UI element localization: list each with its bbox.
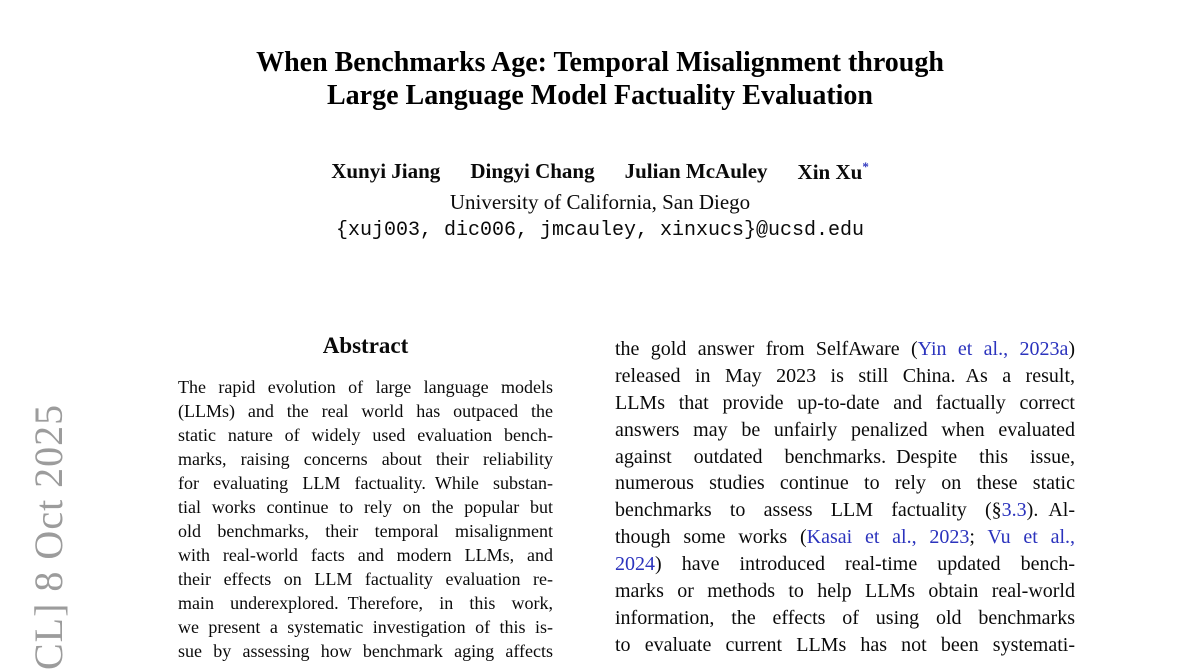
author-note-asterisk[interactable]: * (862, 159, 869, 174)
author-name: Xin Xu* (797, 159, 869, 184)
text-segment: The rapid evolution of large language models (178, 377, 553, 397)
text-line (178, 519, 553, 543)
text-segment: old benchmarks, their temporal misalignment (178, 521, 553, 541)
text-line (178, 447, 553, 471)
author-name: Dingyi Chang (470, 159, 595, 183)
text-segment: benchmarks to assess LLM factuality (§ (615, 499, 1002, 522)
text-line (615, 551, 1075, 578)
text-line (615, 363, 1075, 390)
text-line (178, 423, 553, 447)
text-line (615, 497, 1075, 524)
text-line (615, 390, 1075, 417)
text-line (178, 495, 553, 519)
text-segment: we present a systematic investigation of this is- (178, 617, 553, 637)
text-segment: ; (969, 526, 988, 549)
text-segment: ) have introduced real-time updated bench- (655, 553, 1075, 576)
text-line (178, 543, 553, 567)
text-segment: to evaluate current LLMs has not been systemati- (615, 633, 1075, 656)
text-segment: sue by assessing how benchmark aging affects (178, 641, 553, 661)
text-segment: static nature of widely used evaluation bench- (178, 425, 553, 445)
text-segment: information, the effects of using old benchmarks (615, 606, 1075, 629)
text-segment: answers may be unfairly penalized when evaluated (615, 418, 1075, 441)
text-line (178, 591, 553, 615)
text-segment: (LLMs) and the real world has outpaced the (178, 401, 553, 421)
text-line (178, 471, 553, 495)
text-segment: marks, raising concerns about their reliability (178, 449, 553, 469)
text-segment: the gold answer from SelfAware ( (615, 338, 918, 360)
abstract-text-column (178, 375, 553, 663)
arxiv-watermark: CL] 8 Oct 2025 (26, 403, 71, 670)
text-line (615, 605, 1075, 632)
text-segment: ) (1068, 338, 1075, 360)
text-segment: marks or methods to help LLMs obtain real-world (615, 580, 1075, 603)
text-segment: against outdated benchmarks. Despite this issue, (615, 445, 1075, 468)
citation-link[interactable]: Yin et al., 2023a (917, 338, 1069, 360)
authors-row (0, 159, 1200, 185)
text-line (178, 615, 553, 639)
email-line: {xuj003, dic006, jmcauley, xinxucs}@ucsd.edu (335, 219, 865, 242)
text-line (615, 336, 1075, 363)
text-segment: tial works continue to rely on the popular but (178, 497, 553, 517)
citation-link[interactable]: 2024 (615, 553, 655, 576)
text-line (178, 567, 553, 591)
text-line (615, 444, 1075, 471)
citation-link[interactable]: Vu et al., (987, 526, 1075, 549)
text-segment: main underexplored. Therefore, in this work, (178, 593, 553, 613)
text-segment: LLMs that provide up-to-date and factually correct (615, 391, 1075, 414)
paper-title-line-1: When Benchmarks Age: Temporal Misalignment through (256, 47, 944, 78)
text-line (178, 639, 553, 663)
abstract-heading: Abstract (322, 333, 409, 358)
author-name: Julian McAuley (624, 159, 768, 183)
citation-link[interactable]: Kasai et al., 2023 (806, 526, 970, 549)
text-line (615, 578, 1075, 605)
text-line (615, 470, 1075, 497)
author-name: Xunyi Jiang (331, 159, 441, 183)
text-line (178, 399, 553, 423)
text-line (178, 375, 553, 399)
citation-link[interactable]: 3.3 (1001, 499, 1027, 522)
text-segment: ). Al- (1026, 499, 1075, 522)
text-segment: for evaluating LLM factuality. While substan- (178, 473, 553, 493)
text-segment: though some works ( (615, 526, 807, 549)
text-segment: their effects on LLM factuality evaluation re- (178, 569, 553, 589)
body-text-column (615, 336, 1075, 659)
paper-title-line-2: Large Language Model Factuality Evaluation (327, 80, 873, 111)
text-line (615, 524, 1075, 551)
text-segment: with real-world facts and modern LLMs, and (178, 545, 553, 565)
text-segment: numerous studies continue to rely on these static (615, 472, 1075, 495)
affiliation: University of California, San Diego (449, 190, 751, 214)
text-line (615, 632, 1075, 659)
text-line (615, 417, 1075, 444)
text-segment: released in May 2023 is still China. As a result, (615, 364, 1075, 387)
